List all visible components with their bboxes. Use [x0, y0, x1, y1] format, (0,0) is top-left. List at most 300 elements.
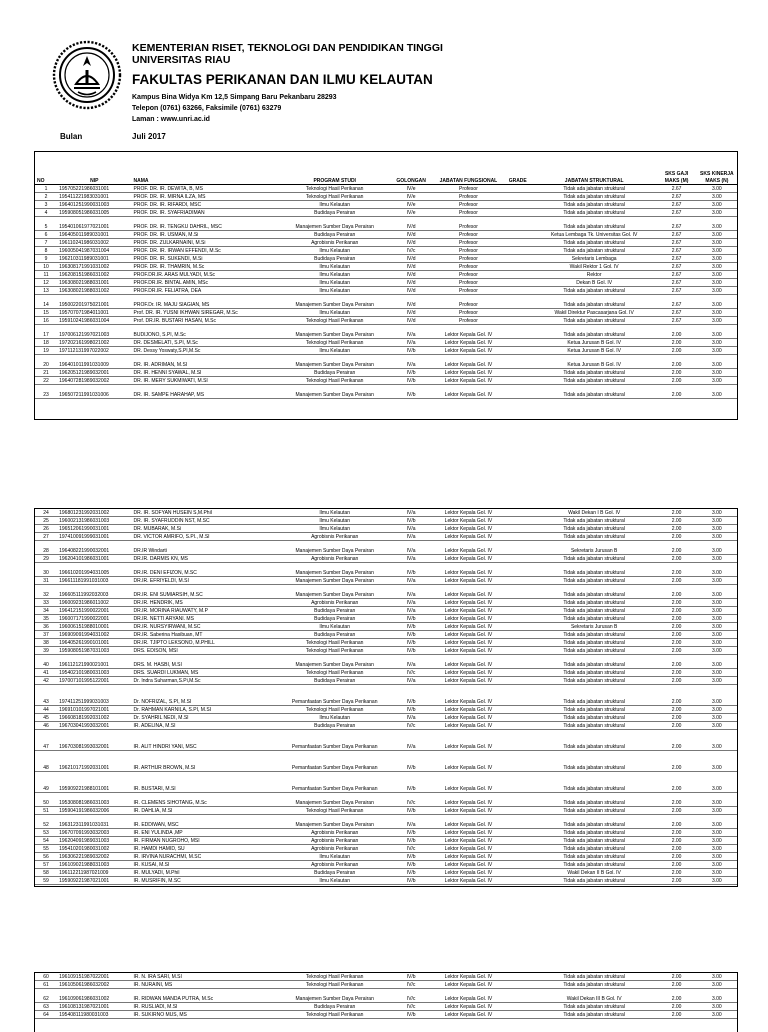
cell-prodi: Ilmu Kelautan: [280, 853, 389, 861]
cell-gaji: 2.67: [657, 185, 697, 193]
cell-jf: Lektor Kepala Gol. IV: [433, 757, 503, 772]
cell-nama: Prof. DR.IR. BUSTARI HASAN, M.Sc: [132, 317, 281, 325]
cell-prodi: Ilmu Kelautan: [280, 309, 389, 317]
cell-no: 33: [35, 599, 57, 607]
cell-gol: IV/d: [389, 301, 433, 309]
cell-nama: DR.IR. Saberina Hasibuan, MT: [132, 631, 281, 639]
cell-nama: IR. MULYADI, M.Phil: [132, 869, 281, 877]
cell-prodi: Manajemen Sumber Daya Perairan: [280, 223, 389, 231]
cell-grade: [504, 661, 532, 669]
cell-prodi: Agrobisnis Perikanan: [280, 829, 389, 837]
cell-prodi: Ilmu Kelautan: [280, 623, 389, 631]
cell-gaji: 2.00: [657, 807, 697, 815]
cell-no: 5: [35, 223, 57, 231]
cell-nama: IR. KUSAI, M.SI: [132, 861, 281, 869]
cell-js: Ketua Jurusan B Gol. IV: [532, 361, 657, 369]
cell-gol: IV/d: [389, 279, 433, 287]
cell-jf: Profesor: [433, 209, 503, 217]
cell-nama: DR. IR. SOFYAN HUSEIN S,M.Phil: [132, 509, 281, 517]
cell-nip: 196108131987021001: [57, 1003, 131, 1011]
cell-jf: Lektor Kepala Gol. IV: [433, 647, 503, 655]
cell-nip: 196109021988031003: [57, 861, 131, 869]
cell-js: Ketua Jurusan B Gol. IV: [532, 347, 657, 355]
cell-gaji: 2.00: [657, 714, 697, 722]
table-row: [35, 647, 737, 655]
cell-grade: [504, 525, 532, 533]
cell-nip: 195308081986031003: [57, 799, 131, 807]
cell-nama: IR. NURAINI, MS: [132, 981, 281, 989]
cell-nama: PROF.Dr. IR. MAJU SIAGIAN, MS: [132, 301, 281, 309]
cell-grade: [504, 677, 532, 685]
cell-no: 16: [35, 317, 57, 325]
column-header-gol: GOLONGAN: [389, 152, 433, 185]
cell-gol: IV/a: [389, 591, 433, 599]
cell-jf: Profesor: [433, 301, 503, 309]
cell-nip: 195908051986031005: [57, 209, 131, 217]
cell-nama: IR. MUSRIFIN, M.SC: [132, 877, 281, 885]
cell-no: 63: [35, 1003, 57, 1011]
cell-prodi: Budidaya Perairan: [280, 1003, 389, 1011]
table-row: [35, 517, 737, 525]
cell-nama: DR.IR. MORINA RIAUWATY, M.P: [132, 607, 281, 615]
table-row: [35, 837, 737, 845]
cell-prodi: Agrobisnis Perikanan: [280, 599, 389, 607]
cell-jf: Profesor: [433, 255, 503, 263]
cell-gol: IV/d: [389, 223, 433, 231]
cell-grade: [504, 577, 532, 585]
cell-gol: IV/a: [389, 599, 433, 607]
cell-no: 9: [35, 255, 57, 263]
cell-no: 36: [35, 623, 57, 631]
cell-no: 23: [35, 391, 57, 399]
cell-prodi: Pemanfaatan Sumber Daya Perikanan: [280, 691, 389, 706]
cell-nip: 195908051987031003: [57, 647, 131, 655]
cell-no: 35: [35, 615, 57, 623]
cell-no: 11: [35, 271, 57, 279]
cell-gol: IV/b: [389, 837, 433, 845]
cell-gol: IV/b: [389, 807, 433, 815]
cell-gaji: 2.00: [657, 861, 697, 869]
table-row: [35, 691, 737, 706]
cell-jf: Profesor: [433, 231, 503, 239]
cell-nama: DR.IR. NETTI ARYANI. MS: [132, 615, 281, 623]
cell-nip: 196002131986031003: [57, 517, 131, 525]
cell-no: 21: [35, 369, 57, 377]
cell-gaji: 2.00: [657, 607, 697, 615]
cell-js: Tidak ada jabatan struktural: [532, 201, 657, 209]
table-row: [35, 669, 737, 677]
cell-nama: IR. EDDIWAN, MSC: [132, 821, 281, 829]
cell-gol: IV/b: [389, 861, 433, 869]
cell-nip: 196109151987022001: [57, 973, 131, 981]
cell-kin: 3.00: [697, 569, 737, 577]
cell-prodi: Agrobisnis Perikanan: [280, 239, 389, 247]
cell-gol: IV/c: [389, 799, 433, 807]
cell-kin: 3.00: [697, 607, 737, 615]
cell-js: Tidak ada jabatan struktural: [532, 853, 657, 861]
table-row: [35, 799, 737, 807]
cell-js: Tidak ada jabatan struktural: [532, 821, 657, 829]
cell-kin: 3.00: [697, 973, 737, 981]
table-row: [35, 821, 737, 829]
cell-gaji: 2.00: [657, 631, 697, 639]
cell-jf: Lektor Kepala Gol. IV: [433, 973, 503, 981]
column-header-nama: NAMA: [132, 152, 281, 185]
cell-grade: [504, 193, 532, 201]
cell-gol: IV/b: [389, 829, 433, 837]
cell-gaji: 2.00: [657, 845, 697, 853]
cell-gaji: 2.67: [657, 255, 697, 263]
cell-prodi: Manajemen Sumber Daya Perairan: [280, 821, 389, 829]
cell-no: 3: [35, 201, 57, 209]
cell-gaji: 2.00: [657, 778, 697, 793]
cell-nama: IR. DAHLIA, M.SI: [132, 807, 281, 815]
cell-nip: 196308021988031001: [57, 279, 131, 287]
cell-jf: Profesor: [433, 247, 503, 255]
cell-js: Sekretaris Jurusan B: [532, 547, 657, 555]
cell-js: Tidak ada jabatan struktural: [532, 377, 657, 385]
cell-kin: 3.00: [697, 778, 737, 793]
cell-nama: DR.IR Windarti: [132, 547, 281, 555]
cell-no: 50: [35, 799, 57, 807]
table-row: [35, 861, 737, 869]
cell-nama: DR. Dessy Yoswaty,S.PI,M.Sc: [132, 347, 281, 355]
cell-gaji: 2.00: [657, 623, 697, 631]
cell-grade: [504, 247, 532, 255]
cell-grade: [504, 599, 532, 607]
cell-prodi: Pemanfaatan Sumber Daya Perikanan: [280, 736, 389, 751]
cell-nama: DR.IR. DARMIS KN, MS: [132, 555, 281, 563]
cell-jf: Lektor Kepala Gol. IV: [433, 369, 503, 377]
table-row: [35, 555, 737, 563]
cell-nip: 196703041993032001: [57, 722, 131, 730]
cell-nip: 197112131997022002: [57, 347, 131, 355]
cell-kin: 3.00: [697, 339, 737, 347]
cell-js: Ketua Lembaga Tk. Universitas Gol. IV: [532, 231, 657, 239]
cell-kin: 3.00: [697, 247, 737, 255]
cell-gol: IV/b: [389, 691, 433, 706]
cell-gol: IV/e: [389, 193, 433, 201]
cell-grade: [504, 591, 532, 599]
cell-js: Tidak ada jabatan struktural: [532, 569, 657, 577]
cell-no: 44: [35, 706, 57, 714]
cell-nama: Dr. SYAHRIL NEDI, M.SI: [132, 714, 281, 722]
cell-nama: DR. IR. HENNI SYAWAL, M.SI: [132, 369, 281, 377]
cell-prodi: Ilmu Kelautan: [280, 201, 389, 209]
table-row: [35, 714, 737, 722]
cell-kin: 3.00: [697, 193, 737, 201]
cell-kin: 3.00: [697, 263, 737, 271]
cell-nip: 196910101997021001: [57, 706, 131, 714]
cell-jf: Lektor Kepala Gol. IV: [433, 631, 503, 639]
cell-jf: Lektor Kepala Gol. IV: [433, 691, 503, 706]
cell-kin: 3.00: [697, 201, 737, 209]
cell-no: 64: [35, 1011, 57, 1019]
cell-jf: Lektor Kepala Gol. IV: [433, 555, 503, 563]
cell-no: 25: [35, 517, 57, 525]
cell-kin: 3.00: [697, 757, 737, 772]
table-page-2: [34, 508, 738, 887]
cell-nip: 196405261990101001: [57, 639, 131, 647]
cell-nip: 197007101995122001: [57, 677, 131, 685]
faculty-name: FAKULTAS PERIKANAN DAN ILMU KELAUTAN: [132, 72, 433, 87]
cell-prodi: Ilmu Kelautan: [280, 279, 389, 287]
cell-nama: PROF. DR. IR. MIRNA ILZA, MS: [132, 193, 281, 201]
cell-prodi: Teknologi Hasil Perikanan: [280, 639, 389, 647]
table-row: [35, 263, 737, 271]
table-row: [35, 607, 737, 615]
cell-gol: IV/d: [389, 239, 433, 247]
cell-nama: DR. IR. SAMPE HARAHAP, MS: [132, 391, 281, 399]
cell-prodi: Teknologi Hasil Perikanan: [280, 317, 389, 325]
cell-gol: IV/a: [389, 509, 433, 517]
table-page-3: [34, 972, 738, 1032]
cell-gol: IV/a: [389, 661, 433, 669]
cell-prodi: Ilmu Kelautan: [280, 347, 389, 355]
cell-jf: Lektor Kepala Gol. IV: [433, 377, 503, 385]
cell-gol: IV/b: [389, 623, 433, 631]
website: Laman : www.unri.ac.id: [132, 116, 210, 123]
cell-gol: IV/b: [389, 631, 433, 639]
cell-js: Tidak ada jabatan struktural: [532, 829, 657, 837]
cell-grade: [504, 981, 532, 989]
cell-js: Tidak ada jabatan struktural: [532, 599, 657, 607]
cell-no: 13: [35, 287, 57, 295]
cell-grade: [504, 231, 532, 239]
cell-jf: Lektor Kepala Gol. IV: [433, 533, 503, 541]
cell-grade: [504, 569, 532, 577]
cell-kin: 3.00: [697, 736, 737, 751]
cell-nama: IR. ARTHUR BROWN, M.SI: [132, 757, 281, 772]
cell-nip: 196009231986011002: [57, 599, 131, 607]
cell-nip: 196611181991031003: [57, 577, 131, 585]
cell-prodi: Budidaya Perairan: [280, 255, 389, 263]
table-row: [35, 547, 737, 555]
cell-nip: 196412151990022001: [57, 607, 131, 615]
table-page-1: [34, 151, 738, 420]
cell-prodi: Teknologi Hasil Perikanan: [280, 706, 389, 714]
table-row: [35, 722, 737, 730]
cell-nama: Dr. NOFRIZAL, S.PI, M.SI: [132, 691, 281, 706]
cell-gol: IV/b: [389, 973, 433, 981]
table-row: [35, 1011, 737, 1019]
cell-kin: 3.00: [697, 369, 737, 377]
cell-grade: [504, 347, 532, 355]
table-row: [35, 631, 737, 639]
cell-js: Tidak ada jabatan struktural: [532, 661, 657, 669]
table-row: [35, 869, 737, 877]
cell-kin: 3.00: [697, 347, 737, 355]
cell-gaji: 2.67: [657, 193, 697, 201]
cell-kin: 3.00: [697, 279, 737, 287]
cell-nip: 196407281989032002: [57, 377, 131, 385]
cell-kin: 3.00: [697, 807, 737, 815]
cell-no: 37: [35, 631, 57, 639]
cell-nama: DR. IR. SYAFRUDDIN NST, M.SC: [132, 517, 281, 525]
cell-prodi: Manajemen Sumber Daya Perairan: [280, 301, 389, 309]
cell-nip: 196205121989032001: [57, 369, 131, 377]
cell-js: Tidak ada jabatan struktural: [532, 555, 657, 563]
table-row: [35, 706, 737, 714]
cell-nip: 196006151988010001: [57, 623, 131, 631]
cell-gaji: 2.00: [657, 877, 697, 885]
cell-kin: 3.00: [697, 1003, 737, 1011]
cell-jf: Profesor: [433, 263, 503, 271]
cell-grade: [504, 829, 532, 837]
cell-kin: 3.00: [697, 714, 737, 722]
cell-grade: [504, 209, 532, 217]
cell-nip: 196308171991031002: [57, 263, 131, 271]
cell-no: 55: [35, 845, 57, 853]
cell-nama: IR. RUSLIADI, M.SI: [132, 1003, 281, 1011]
cell-kin: 3.00: [697, 301, 737, 309]
cell-prodi: Ilmu Kelautan: [280, 714, 389, 722]
cell-kin: 3.00: [697, 829, 737, 837]
cell-nama: IR. ENI YULINDA ,MP: [132, 829, 281, 837]
cell-nip: 195904191986032006: [57, 807, 131, 815]
cell-no: 2: [35, 193, 57, 201]
cell-gaji: 2.00: [657, 369, 697, 377]
table-row: [35, 829, 737, 837]
cell-prodi: Teknologi Hasil Perikanan: [280, 1011, 389, 1019]
cell-kin: 3.00: [697, 377, 737, 385]
cell-gaji: 2.67: [657, 271, 697, 279]
cell-grade: [504, 877, 532, 885]
cell-grade: [504, 517, 532, 525]
cell-kin: 3.00: [697, 995, 737, 1003]
cell-gaji: 2.00: [657, 995, 697, 1003]
cell-gaji: 2.00: [657, 981, 697, 989]
table-row: [35, 661, 737, 669]
cell-gaji: 2.00: [657, 736, 697, 751]
cell-no: 26: [35, 525, 57, 533]
cell-no: 28: [35, 547, 57, 555]
cell-grade: [504, 869, 532, 877]
cell-kin: 3.00: [697, 837, 737, 845]
cell-gaji: 2.00: [657, 591, 697, 599]
cell-no: 31: [35, 577, 57, 585]
cell-gaji: 2.00: [657, 339, 697, 347]
cell-js: Tidak ada jabatan struktural: [532, 639, 657, 647]
cell-nip: 196801231992031002: [57, 509, 131, 517]
cell-nip: 196109061986031002: [57, 995, 131, 1003]
cell-gaji: 2.00: [657, 821, 697, 829]
cell-prodi: Budidaya Perairan: [280, 369, 389, 377]
cell-js: Tidak ada jabatan struktural: [532, 981, 657, 989]
cell-nip: 195408111980031003: [57, 1011, 131, 1019]
cell-js: Tidak ada jabatan struktural: [532, 677, 657, 685]
cell-no: 19: [35, 347, 57, 355]
cell-jf: Lektor Kepala Gol. IV: [433, 821, 503, 829]
cell-gol: IV/b: [389, 853, 433, 861]
cell-no: 7: [35, 239, 57, 247]
cell-grade: [504, 391, 532, 399]
cell-gaji: 2.00: [657, 377, 697, 385]
cell-no: 61: [35, 981, 57, 989]
cell-nip: 196007171990022001: [57, 615, 131, 623]
cell-no: 53: [35, 829, 57, 837]
cell-no: 27: [35, 533, 57, 541]
cell-prodi: Budidaya Perairan: [280, 631, 389, 639]
cell-kin: 3.00: [697, 509, 737, 517]
cell-gaji: 2.00: [657, 706, 697, 714]
cell-nama: PROF.DR.IR. FELIATRA, DEA: [132, 287, 281, 295]
table-row: [35, 377, 737, 385]
cell-nip: 196610201994031005: [57, 569, 131, 577]
table-row: [35, 853, 737, 861]
staff-table: [35, 973, 737, 1019]
cell-prodi: Manajemen Sumber Daya Perairan: [280, 569, 389, 577]
cell-kin: 3.00: [697, 231, 737, 239]
cell-gol: IV/a: [389, 577, 433, 585]
cell-nip: 196112211987021009: [57, 869, 131, 877]
cell-grade: [504, 821, 532, 829]
cell-no: 49: [35, 778, 57, 793]
cell-grade: [504, 317, 532, 325]
cell-js: Tidak ada jabatan struktural: [532, 807, 657, 815]
cell-gaji: 2.00: [657, 639, 697, 647]
cell-prodi: Agrobisnis Perikanan: [280, 837, 389, 845]
table-row: [35, 369, 737, 377]
cell-jf: Lektor Kepala Gol. IV: [433, 736, 503, 751]
cell-grade: [504, 623, 532, 631]
cell-gaji: 2.67: [657, 301, 697, 309]
cell-kin: 3.00: [697, 577, 737, 585]
cell-jf: Lektor Kepala Gol. IV: [433, 525, 503, 533]
cell-kin: 3.00: [697, 361, 737, 369]
cell-gaji: 2.00: [657, 517, 697, 525]
cell-gaji: 2.00: [657, 569, 697, 577]
column-header-kin: SKS KINERJA MAKS (N): [697, 152, 737, 185]
cell-kin: 3.00: [697, 845, 737, 853]
cell-jf: Lektor Kepala Gol. IV: [433, 807, 503, 815]
cell-no: 39: [35, 647, 57, 655]
cell-prodi: Agrobisnis Perikanan: [280, 533, 389, 541]
cell-nama: DRS. EDISON, MSI: [132, 647, 281, 655]
cell-prodi: Ilmu Kelautan: [280, 525, 389, 533]
cell-js: Tidak ada jabatan struktural: [532, 607, 657, 615]
cell-gol: IV/b: [389, 639, 433, 647]
cell-jf: Lektor Kepala Gol. IV: [433, 661, 503, 669]
cell-js: Tidak ada jabatan struktural: [532, 722, 657, 730]
cell-nip: 196405011989031001: [57, 231, 131, 239]
staff-table: [35, 509, 737, 885]
cell-gaji: 2.00: [657, 525, 697, 533]
cell-nama: DR.IR. TJIPTO LEKSONO, M.PHILL: [132, 639, 281, 647]
cell-prodi: Teknologi Hasil Perikanan: [280, 185, 389, 193]
cell-grade: [504, 631, 532, 639]
cell-nip: 196005041987031004: [57, 247, 131, 255]
cell-nip: 195909221988101001: [57, 778, 131, 793]
cell-kin: 3.00: [697, 861, 737, 869]
cell-jf: Lektor Kepala Gol. IV: [433, 547, 503, 555]
cell-gaji: 2.00: [657, 615, 697, 623]
cell-gol: IV/c: [389, 1003, 433, 1011]
cell-gol: IV/b: [389, 347, 433, 355]
cell-grade: [504, 1011, 532, 1019]
cell-grade: [504, 722, 532, 730]
cell-gol: IV/d: [389, 317, 433, 325]
cell-jf: Lektor Kepala Gol. IV: [433, 509, 503, 517]
cell-gol: IV/b: [389, 517, 433, 525]
cell-no: 1: [35, 185, 57, 193]
cell-nama: DR.IR. EFRIYELDI, M.SI: [132, 577, 281, 585]
cell-kin: 3.00: [697, 1011, 737, 1019]
cell-kin: 3.00: [697, 599, 737, 607]
cell-nama: PROF. DR. IR. DEWITA, B, MS: [132, 185, 281, 193]
table-row: [35, 845, 737, 853]
cell-grade: [504, 201, 532, 209]
